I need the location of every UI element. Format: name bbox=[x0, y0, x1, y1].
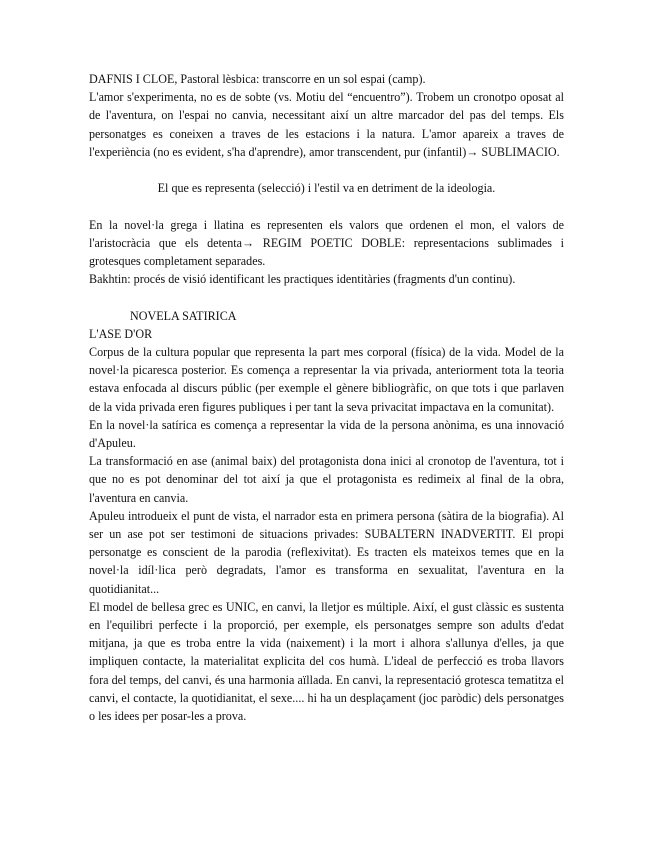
paragraph-centered-note: El que es representa (selecció) i l'estil va en detriment de la ideologia. bbox=[157, 181, 496, 196]
section-subheading: L'ASE D'OR bbox=[89, 326, 153, 341]
section-heading: NOVELA SATIRICA bbox=[130, 308, 237, 323]
spacer bbox=[89, 197, 564, 215]
paragraph-bellesa: El model de bellesa grec es UNIC, en canvi, la lletjor es múltiple. Així, el gust clàssic es sustenta en l'equilibri perfecte i la proporció, per exemple, els personatges sempre son adults d'edat mitjana, ja que es troba entre la vida (naixement) i la mort i alhora s'allunya d'elles, ja que impliquen contacte, la materialitat explicita del cos humà. L'ideal de perfecció es troba llavors fora del temps, del canvi, és una harmonia aïllada. En canvi, la representació grotesca tematitza el canvi, el contacte, la quotidianitat, el sexe.... hi ha un desplaçament (joc paròdic) dels personatges o les idees per posar-les a prova. bbox=[89, 599, 564, 724]
paragraph-transformacio: La transformació en ase (animal baix) del protagonista dona inici al cronotop de l'aventura, tot i que no es pot denominar del tot així ja que el protagonista es redimeix al final de la obra, l'aventura en canvia. bbox=[89, 454, 564, 505]
paragraph-corpus: Corpus de la cultura popular que representa la part mes corporal (física) de la vida. Model de la novel·la picaresca posterior. Es comença a representar la via privada, anteriorment tota la teoria estava enfocada al discurs públic (per exemple el gènere bibliogràfic, on que tots i que parlaven de la vida privada eren figures publiques i per tant la seva privacitat impactava en la comunitat). bbox=[89, 345, 564, 414]
paragraph-dafnis: DAFNIS I CLOE, Pastoral lèsbica: transcorre en un sol espai (camp). bbox=[89, 72, 426, 86]
paragraph-bakhtin: Bakhtin: procés de visió identificant les practiques identitàries (fragments d'un continu). bbox=[89, 272, 516, 287]
paragraph-apuleu: Apuleu introdueix el punt de vista, el narrador esta en primera persona (sàtira de la biografia). Al ser un ase pot ser testimoni de situacions privades: SUBALTERN INADVERTIT. El propi personatge es conscient de la parodia (reflexivitat). Es tracten els mateixos temes que en la novel·la idíl·lica però degradats, l'amor es transforma en sexualitat, l'aventura en la quotidianitat... bbox=[89, 508, 564, 596]
spacer bbox=[89, 288, 564, 306]
spacer bbox=[89, 161, 564, 179]
paragraph-novella-grega: En la novel·la grega i llatina es representen els valors que ordenen el mon, el valors de l'aristocràcia que els detenta→ REGIM POETIC DOBLE: representacions sublimades i grotesques completament separades. bbox=[89, 217, 564, 268]
paragraph-satirica: En la novel·la satírica es comença a representar la vida de la persona anònima, es una innovació d'Apuleu. bbox=[89, 417, 564, 451]
document-page bbox=[89, 70, 564, 725]
paragraph-amor: L'amor s'experimenta, no es de sobte (vs. Motiu del “encuentro”). Trobem un cronotpo oposat al de l'aventura, on l'espai no canvia, necessitant així un altre marcador del pas del temps. Els personatges es coneixen a traves de les estacions i la natura. L'amor apareix a traves de l'experiència (no es evident, s'ha d'aprendre), amor transcendent, pur (infantil)→ SUBLIMACIO. bbox=[89, 90, 564, 159]
